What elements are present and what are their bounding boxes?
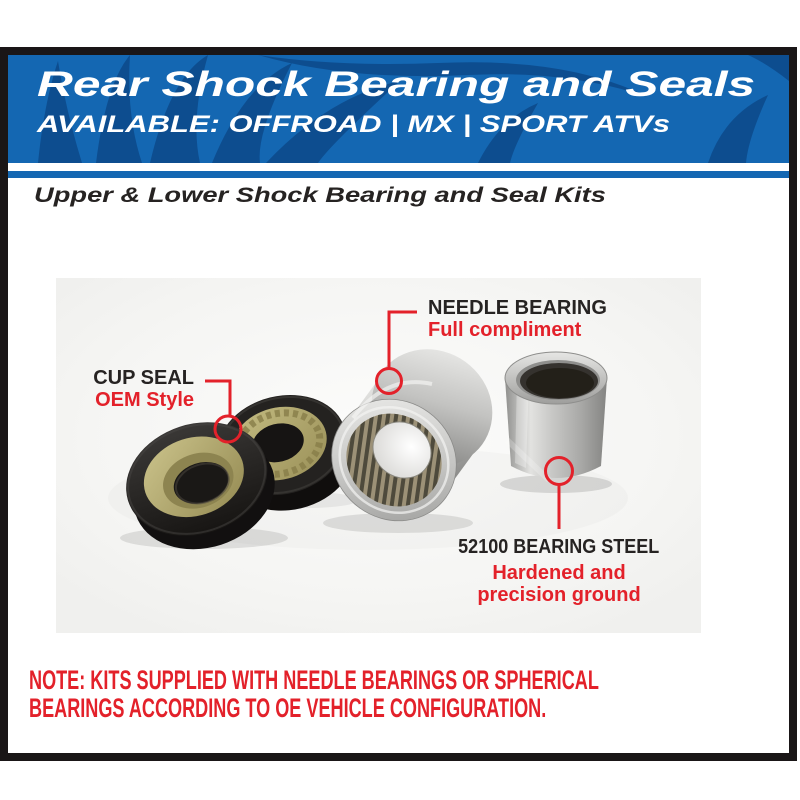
callout-bearing-steel — [409, 536, 709, 606]
bearing-steel-spacer — [505, 352, 607, 480]
bearing-steel-sublabel-2: precision ground — [477, 584, 641, 606]
note-line-1: NOTE: KITS SUPPLIED WITH NEEDLE BEARINGS OR SPHERICAL — [29, 665, 599, 695]
product-card-frame — [0, 47, 797, 761]
section-heading: Upper & Lower Shock Bearing and Seal Kits — [34, 184, 606, 207]
callout-needle-bearing — [428, 297, 607, 341]
divider-stripe-blue — [8, 171, 789, 178]
needle-bearing-label: NEEDLE BEARING — [428, 297, 607, 319]
needle-bearing-sublabel: Full compliment — [428, 319, 582, 341]
content-area — [8, 178, 789, 753]
banner-title: Rear Shock Bearing and Seals — [37, 65, 756, 104]
note-line-2: BEARINGS ACCORDING TO OE VEHICLE CONFIGURATION. — [29, 693, 547, 723]
divider-stripe-white — [8, 163, 789, 171]
cup-seal-label: CUP SEAL — [93, 367, 194, 389]
header-banner — [8, 55, 789, 163]
bearing-steel-label: 52100 BEARING STEEL — [458, 536, 660, 558]
banner-subtitle: AVAILABLE: OFFROAD | MX | SPORT ATVs — [37, 111, 671, 138]
note-text — [29, 666, 599, 722]
cup-seal-sublabel: OEM Style — [95, 389, 194, 411]
bearing-steel-sublabel-1: Hardened and — [492, 562, 626, 584]
callout-cup-seal — [84, 367, 194, 411]
